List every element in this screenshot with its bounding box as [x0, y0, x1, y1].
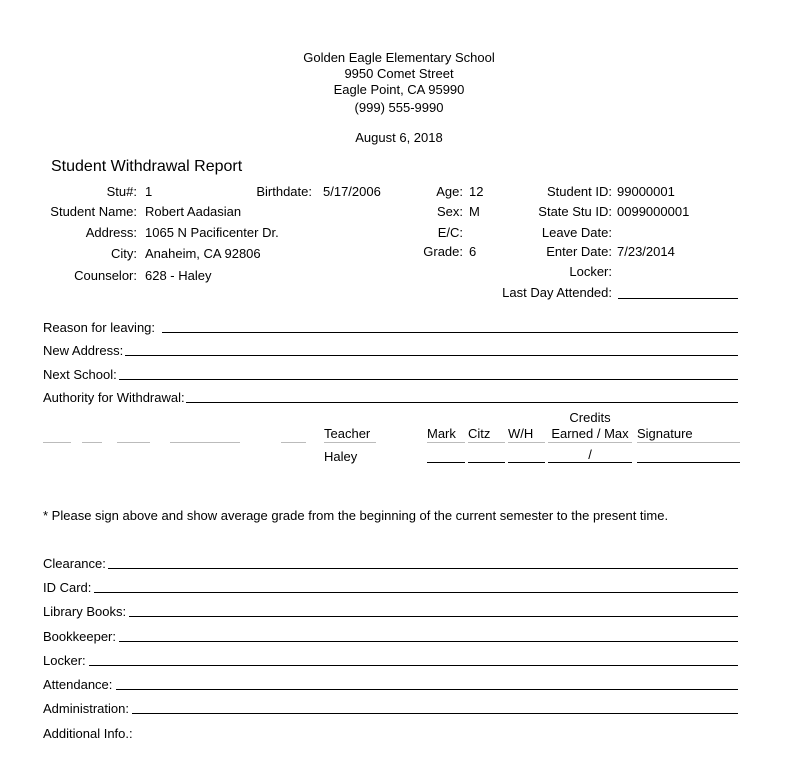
locker-label: Locker:	[569, 264, 612, 279]
credits-header: Credits	[569, 410, 611, 425]
mark-header-rule	[427, 442, 465, 443]
school-phone: (999) 555-9990	[354, 100, 444, 115]
id-card-label: ID Card:	[43, 580, 92, 595]
attendance-line[interactable]	[116, 689, 738, 690]
city-label: City:	[111, 246, 137, 261]
stu-num-label: Stu#:	[106, 184, 137, 199]
leave-date-label: Leave Date:	[541, 225, 612, 240]
address-value: 1065 N Pacificenter Dr.	[145, 225, 279, 240]
administration-label: Administration:	[43, 701, 129, 716]
signature-header: Signature	[637, 426, 693, 441]
bookkeeper-label: Bookkeeper:	[43, 629, 116, 644]
wh-line[interactable]	[508, 462, 545, 463]
attendance-label: Attendance:	[43, 677, 113, 692]
mark-header: Mark	[427, 426, 456, 441]
administration-line[interactable]	[132, 713, 738, 714]
grade-value: 6	[469, 244, 477, 259]
last-day-label: Last Day Attended:	[502, 285, 612, 300]
student-name-label: Student Name:	[50, 204, 137, 219]
report-date: August 6, 2018	[355, 130, 443, 145]
library-books-label: Library Books:	[43, 604, 127, 619]
address-label: Address:	[85, 225, 137, 240]
clearance-line[interactable]	[108, 568, 738, 569]
school-city: Eagle Point, CA 95990	[333, 82, 465, 97]
birthdate-value: 5/17/2006	[323, 184, 381, 199]
library-books-line[interactable]	[129, 616, 738, 617]
last-day-line[interactable]	[618, 298, 738, 299]
section-blank[interactable]	[117, 442, 150, 443]
teacher-header: Teacher	[324, 426, 371, 441]
reason-label: Reason for leaving:	[43, 320, 156, 335]
sex-label: Sex:	[436, 204, 463, 219]
teacher-header-rule	[324, 442, 376, 443]
teacher-value: Haley	[324, 449, 358, 464]
sex-value: M	[469, 204, 480, 219]
credits-header-rule	[548, 442, 632, 443]
mark-line[interactable]	[427, 462, 465, 463]
citz-line[interactable]	[468, 462, 505, 463]
student-name-value: Robert Aadasian	[145, 204, 242, 219]
wh-header-rule	[508, 442, 545, 443]
wh-header: W/H	[508, 426, 534, 441]
course-blank[interactable]	[170, 442, 240, 443]
id-card-line[interactable]	[94, 592, 738, 593]
school-name: Golden Eagle Elementary School	[303, 50, 495, 65]
reason-line[interactable]	[162, 332, 738, 333]
enter-date-value: 7/23/2014	[617, 244, 675, 259]
ec-label: E/C:	[437, 225, 463, 240]
school-street: 9950 Comet Street	[344, 66, 454, 81]
next-school-label: Next School:	[43, 367, 117, 382]
next-school-line[interactable]	[119, 379, 738, 380]
authority-label: Authority for Withdrawal:	[43, 390, 185, 405]
page-title: Student Withdrawal Report	[51, 158, 243, 175]
period-blank[interactable]	[43, 442, 71, 443]
clearance-label: Clearance:	[43, 556, 106, 571]
counselor-label: Counselor:	[74, 268, 137, 283]
locker-clearance-line[interactable]	[89, 665, 738, 666]
enter-date-label: Enter Date:	[546, 244, 612, 259]
credits-line[interactable]	[548, 462, 632, 463]
counselor-value: 628 - Haley	[145, 268, 212, 283]
birthdate-label: Birthdate:	[256, 184, 312, 199]
signature-line[interactable]	[637, 462, 740, 463]
locker-clearance-label: Locker:	[43, 653, 86, 668]
state-id-label: State Stu ID:	[538, 204, 612, 219]
city-value: Anaheim, CA 92806	[145, 246, 261, 261]
age-label: Age:	[436, 184, 463, 199]
state-id-value: 0099000001	[617, 204, 690, 219]
authority-line[interactable]	[186, 402, 738, 403]
student-id-value: 99000001	[617, 184, 675, 199]
term-blank[interactable]	[82, 442, 102, 443]
bookkeeper-line[interactable]	[119, 641, 738, 642]
credits-separator: /	[588, 447, 592, 462]
student-id-label: Student ID:	[546, 184, 612, 199]
new-address-line[interactable]	[125, 355, 738, 356]
instruction-note: * Please sign above and show average grade from the beginning of the current semester to the present time.	[43, 508, 669, 523]
citz-header-rule	[468, 442, 505, 443]
citz-header: Citz	[468, 426, 491, 441]
signature-header-rule	[637, 442, 740, 443]
stu-num-value: 1	[145, 184, 153, 199]
earned-max-header: Earned / Max	[551, 426, 629, 441]
age-value: 12	[469, 184, 484, 199]
room-blank[interactable]	[281, 442, 306, 443]
additional-info-label: Additional Info.:	[43, 726, 133, 741]
new-address-label: New Address:	[43, 343, 124, 358]
grade-label: Grade:	[423, 244, 463, 259]
